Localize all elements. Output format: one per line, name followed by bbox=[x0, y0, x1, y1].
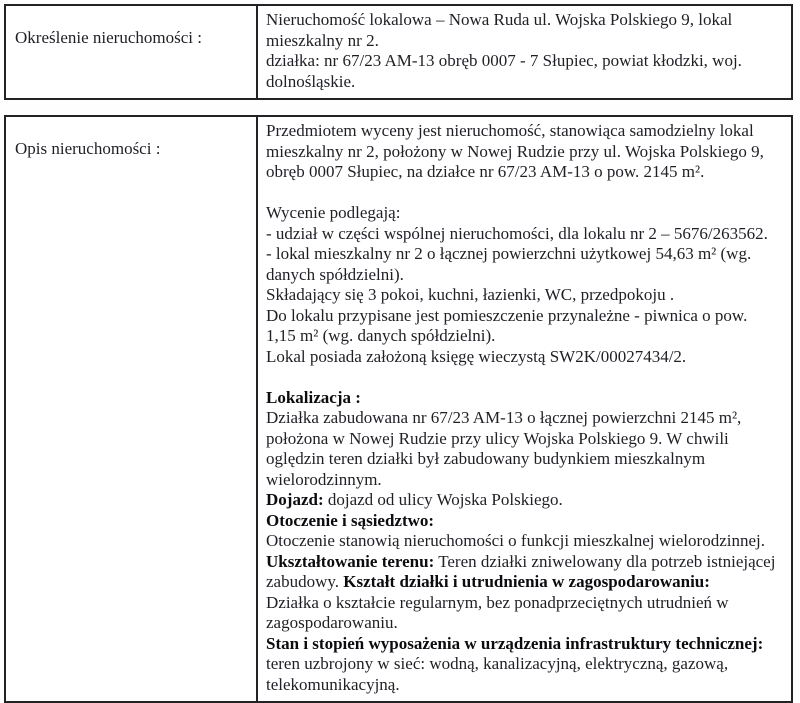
bold-text-segment: Dojazd: bbox=[266, 490, 324, 509]
paragraph bbox=[266, 511, 781, 532]
paragraph bbox=[266, 408, 781, 490]
text-segment: Działka zabudowana nr 67/23 AM-13 o łącznej powierzchni 2145 m², położona w Nowej Rudzie przy ulicy Wojska Polskiego 9. W chwili oględzin teren działki był zabudowany budynkiem mieszkalnym wielorodzinnym. bbox=[266, 408, 742, 489]
text-segment: Do lokalu przypisane jest pomieszczenie przynależne - piwnica o pow. 1,15 m² (wg. danych spółdzielni). bbox=[266, 305, 748, 345]
property-identification-table bbox=[4, 4, 793, 100]
paragraph bbox=[266, 51, 781, 92]
paragraph bbox=[266, 367, 781, 388]
paragraph bbox=[266, 347, 781, 368]
text-segment: Nieruchomość lokalowa – Nowa Ruda ul. Wojska Polskiego 9, lokal mieszkalny nr 2. bbox=[266, 10, 733, 50]
text-segment: Teren działki zniwelowany dla potrzeb istniejącej zabudowy. bbox=[266, 551, 776, 591]
paragraph bbox=[266, 490, 781, 511]
text-segment: - lokal mieszkalny nr 2 o łącznej powierzchni użytkowej 54,63 m² (wg. danych spółdzielni). bbox=[266, 244, 752, 284]
property-identification-label: Określenie nieruchomości : bbox=[15, 28, 202, 47]
document-page bbox=[0, 4, 800, 701]
text-segment: teren uzbrojony w sieć: wodną, kanalizacyjną, elektryczną, gazową, telekomunikacyjną. bbox=[266, 654, 729, 694]
paragraph bbox=[266, 593, 781, 634]
bold-text-segment: Stan i stopień wyposażenia w urządzenia infrastruktury technicznej: bbox=[266, 633, 764, 653]
bold-text-segment: Ukształtowanie terenu: bbox=[266, 551, 435, 571]
bold-text-segment: Lokalizacja : bbox=[266, 387, 361, 407]
paragraph bbox=[266, 121, 781, 183]
paragraph bbox=[266, 306, 781, 347]
property-identification-value-cell bbox=[256, 6, 791, 98]
property-description-label: Opis nieruchomości : bbox=[15, 139, 161, 158]
property-identification-label-cell bbox=[6, 6, 256, 98]
text-segment: - udział w części wspólnej nieruchomości, dla lokalu nr 2 – 5676/263562. bbox=[266, 223, 768, 243]
paragraph bbox=[266, 285, 781, 306]
paragraph bbox=[266, 531, 781, 552]
bold-text-segment: Kształt działki i utrudnienia w zagospodarowaniu: bbox=[343, 572, 710, 591]
paragraph bbox=[266, 224, 781, 245]
text-segment: Działka o kształcie regularnym, bez ponadprzeciętnych utrudnień w zagospodarowaniu. bbox=[266, 592, 729, 632]
paragraph bbox=[266, 10, 781, 51]
text-segment: Otoczenie stanowią nieruchomości o funkcji mieszkalnej wielorodzinnej. bbox=[266, 531, 765, 550]
paragraph bbox=[266, 634, 781, 696]
paragraph bbox=[266, 388, 781, 409]
bold-text-segment: Otoczenie i sąsiedztwo: bbox=[266, 510, 435, 530]
property-description-table bbox=[4, 115, 793, 703]
text-segment: Składający się 3 pokoi, kuchni, łazienki, WC, przedpokoju . bbox=[266, 285, 675, 304]
paragraph bbox=[266, 244, 781, 285]
paragraph bbox=[266, 203, 781, 224]
paragraph bbox=[266, 552, 781, 593]
property-description-value-cell bbox=[256, 117, 791, 701]
text-segment: dojazd od ulicy Wojska Polskiego. bbox=[323, 490, 563, 509]
text-segment: Wycenie podlegają: bbox=[266, 203, 401, 222]
property-description-label-cell bbox=[6, 117, 256, 701]
text-segment: działka: nr 67/23 AM-13 obręb 0007 - 7 Słupiec, powiat kłodzki, woj. dolnośląskie. bbox=[266, 51, 742, 91]
paragraph bbox=[266, 183, 781, 204]
text-segment: Lokal posiada założoną księgę wieczystą SW2K/00027434/2. bbox=[266, 346, 687, 366]
text-segment: Przedmiotem wyceny jest nieruchomość, stanowiąca samodzielny lokal mieszkalny nr 2, położony w Nowej Rudzie przy ul. Wojska Polskiego 9, obręb 0007 Słupiec, na działce nr 67/23 AM-13 o pow. 2145 m². bbox=[266, 121, 764, 181]
